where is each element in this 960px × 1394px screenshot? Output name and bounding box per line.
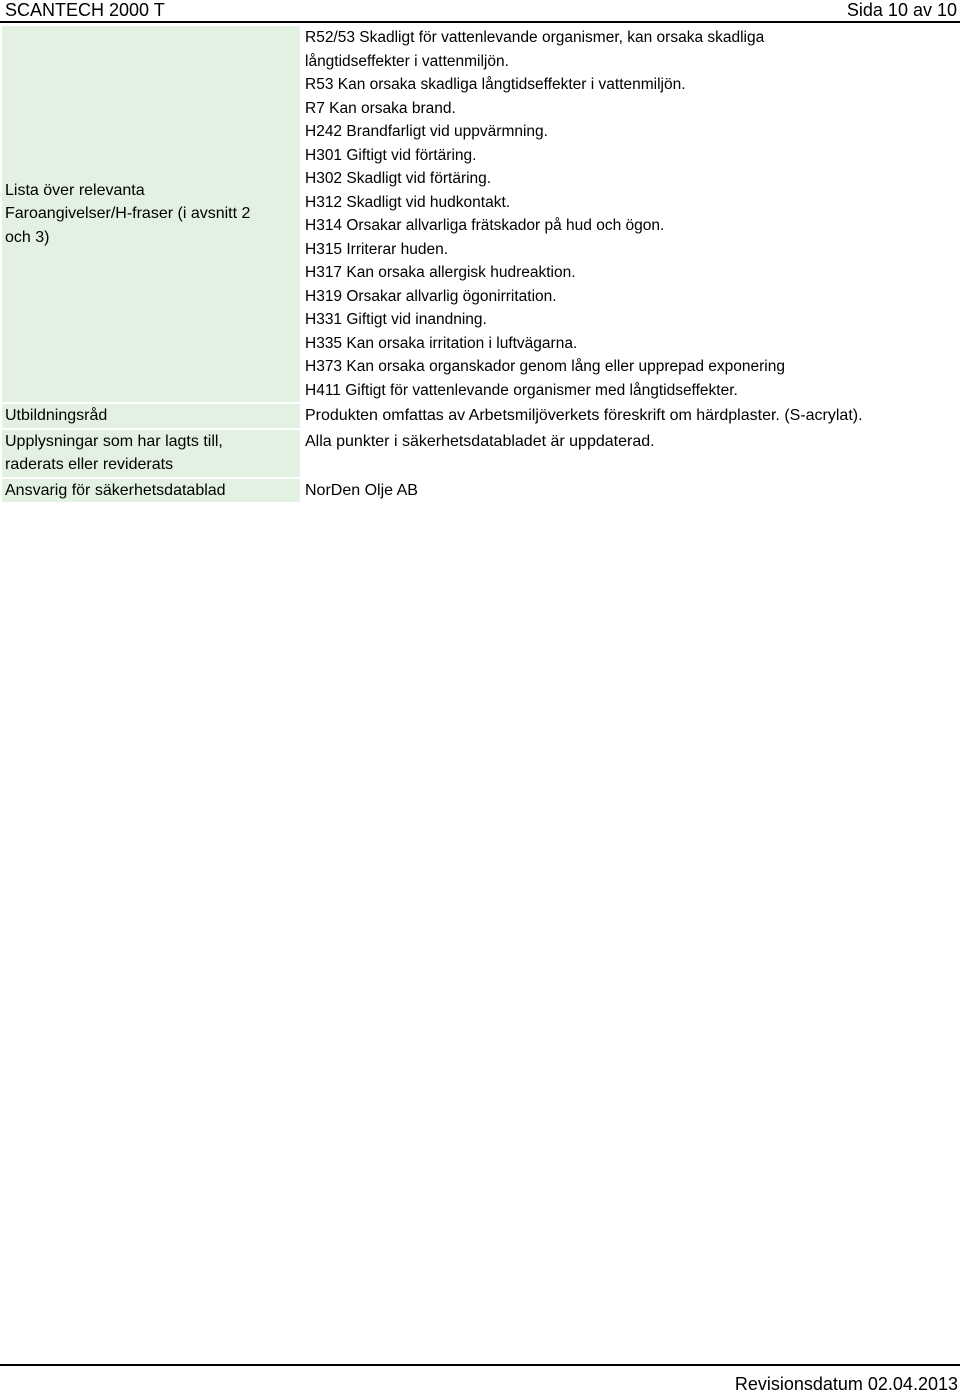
revisions-row: [2, 430, 958, 477]
phrase-item: H335 Kan orsaka irritation i luftvägarna.: [305, 334, 578, 352]
revisions-label: [2, 430, 300, 477]
page-number: Sida 10 av 10: [846, 0, 957, 20]
phrases-label-line: Lista över relevanta: [5, 181, 145, 199]
phrase-item: H314 Orsakar allvarliga frätskador på hud och ögon.: [305, 217, 665, 234]
phrase-item: H242 Brandfarligt vid uppvärmning.: [305, 123, 548, 140]
phrase-item: H302 Skadligt vid förtäring.: [305, 170, 492, 187]
phrases-label-line: Faroangivelser/H-fraser (i avsnitt 2: [5, 205, 251, 223]
responsible-row: [2, 479, 958, 503]
revisions-label-line: raderats eller reviderats: [5, 456, 174, 473]
training-label-text: Utbildningsråd: [5, 407, 108, 424]
phrase-item: R52/53 Skadligt för vattenlevande organismer, kan orsaka skadliga: [305, 29, 765, 46]
phrase-item: H411 Giftigt för vattenlevande organismer med långtidseffekter.: [305, 381, 738, 399]
phrase-item: H319 Orsakar allvarlig ögonirritation.: [305, 287, 557, 305]
training-value: Produkten omfattas av Arbetsmiljöverkets föreskrift om härdplaster. (S-acrylat).: [305, 407, 863, 424]
sds-section-table: [2, 26, 958, 504]
training-label: [2, 404, 300, 428]
responsible-value: NorDen Olje AB: [305, 481, 418, 499]
phrase-item: H301 Giftigt vid förtäring.: [305, 146, 477, 164]
phrase-item: R53 Kan orsaka skadliga långtidseffekter i vattenmiljön.: [305, 76, 686, 93]
page-header: [0, 0, 960, 22]
responsible-label-text: Ansvarig för säkerhetsdatablad: [5, 481, 226, 499]
footer-divider: [0, 1364, 960, 1366]
document-title: SCANTECH 2000 T: [5, 0, 165, 20]
phrases-label: [2, 26, 300, 402]
revisions-value: Alla punkter i säkerhetsdatabladet är uppdaterad.: [305, 432, 655, 450]
phrase-item: H315 Irriterar huden.: [305, 240, 449, 258]
training-row: [2, 404, 958, 428]
phrase-item: H317 Kan orsaka allergisk hudreaktion.: [305, 264, 576, 281]
phrase-item: R7 Kan orsaka brand.: [305, 99, 456, 117]
phrases-label-line: och 3): [5, 228, 50, 246]
revisions-label-line: Upplysningar som har lagts till,: [5, 432, 223, 450]
phrase-item: H373 Kan orsaka organskador genom lång eller upprepad exponering: [305, 358, 785, 375]
phrase-item: H331 Giftigt vid inandning.: [305, 311, 487, 328]
responsible-label: [2, 479, 300, 503]
phrases-row: [2, 26, 958, 402]
phrases-list: [300, 26, 958, 402]
phrase-item: långtidseffekter i vattenmiljön.: [305, 52, 509, 70]
revision-date: Revisionsdatum 02.04.2013: [734, 1374, 958, 1394]
phrase-item: H312 Skadligt vid hudkontakt.: [305, 193, 511, 211]
header-divider: [0, 21, 960, 23]
